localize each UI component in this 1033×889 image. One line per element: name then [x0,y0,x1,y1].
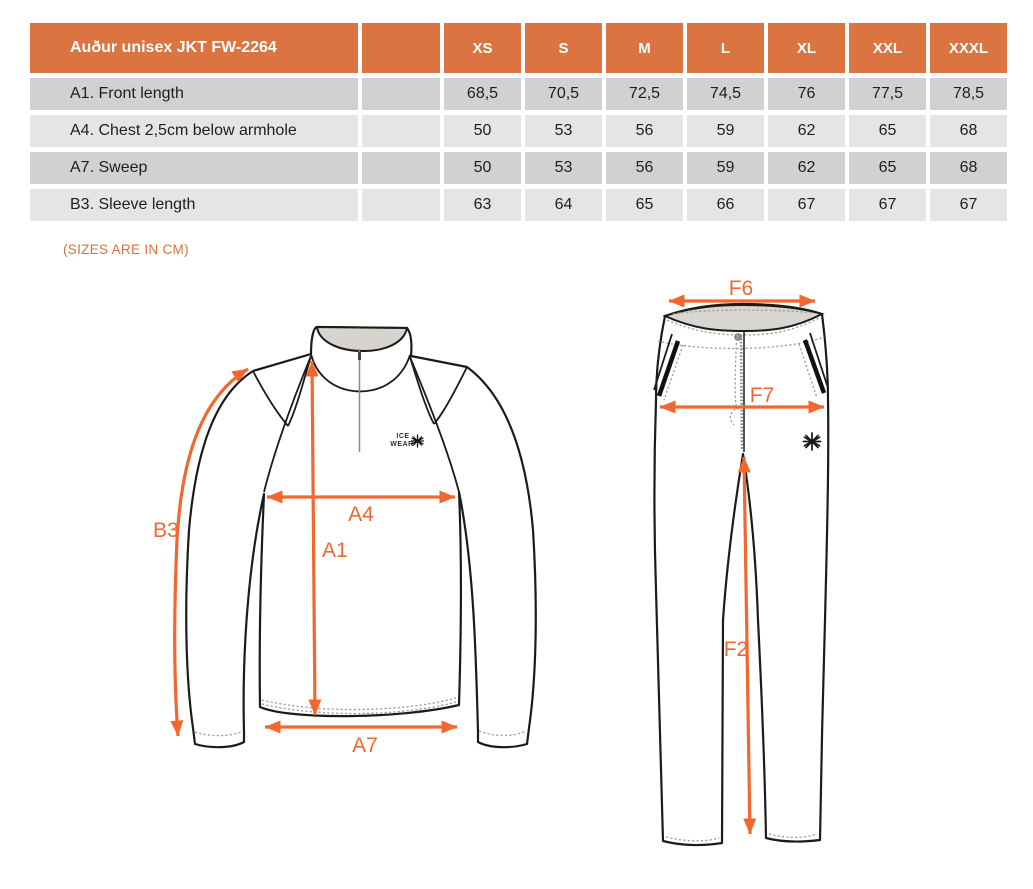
value-cell-a1-xxxl: 78,5 [930,78,1007,110]
f6-label: F6 [728,277,754,300]
row-label-a1: A1. Front length [30,78,358,110]
a7-label: A7 [352,734,378,757]
row-label-b3: B3. Sleeve length [30,189,358,221]
value-cell-b3-m: 65 [606,189,683,221]
value-cell-b3-xxl: 67 [849,189,926,221]
value-cell-b3-xl: 67 [768,189,845,221]
a1-label: A1 [322,539,348,562]
value-cell-a1-s: 70,5 [525,78,602,110]
value-cell-a1-xs: 68,5 [444,78,521,110]
value-cell-a7-l: 59 [687,152,764,184]
row-label-a4: A4. Chest 2,5cm below armhole [30,115,358,147]
value-cell-a4-s: 53 [525,115,602,147]
a4-label: A4 [348,503,374,526]
logo-text-wear: WEAR [390,441,414,448]
size-header-l: L [687,23,764,73]
value-cell-a1-l: 74,5 [687,78,764,110]
value-cell-a4-xs: 50 [444,115,521,147]
logo-text-ice: ICE [396,433,410,440]
row-label-a7: A7. Sweep [30,152,358,184]
value-cell-b3-l: 66 [687,189,764,221]
b3-label: B3 [153,519,179,542]
value-cell-a7-xxxl: 68 [930,152,1007,184]
product-title-cell: Auður unisex JKT FW-2264 [30,23,358,73]
value-cell-a4-xxxl: 68 [930,115,1007,147]
value-cell-a7-xs: 50 [444,152,521,184]
value-cell-b3-s: 64 [525,189,602,221]
value-cell-a1-xl: 76 [768,78,845,110]
value-cell-b3-xxxl: 67 [930,189,1007,221]
value-cell-a1-m: 72,5 [606,78,683,110]
size-header-m: M [606,23,683,73]
pants-outline [655,304,829,845]
value-cell-a4-l: 59 [687,115,764,147]
value-cell-a7-m: 56 [606,152,683,184]
value-cell-a7-xl: 62 [768,152,845,184]
size-header-xs: XS [444,23,521,73]
jacket-outline [186,327,536,747]
value-cell-b3-xs: 63 [444,189,521,221]
value-cell-a7-xxl: 65 [849,152,926,184]
size-header-xl: XL [768,23,845,73]
f7-label: F7 [749,384,775,407]
value-cell-a4-xxl: 65 [849,115,926,147]
value-cell-a1-xxl: 77,5 [849,78,926,110]
snowflake-icon [412,435,424,447]
value-cell-a4-m: 56 [606,115,683,147]
size-header-s: S [525,23,602,73]
sizes-note: (SIZES ARE IN CM) [63,242,189,257]
size-header-xxxl: XXXL [930,23,1007,73]
f2-label: F2 [723,638,749,661]
value-cell-a4-xl: 62 [768,115,845,147]
value-cell-a7-s: 53 [525,152,602,184]
size-header-xxl: XXL [849,23,926,73]
jacket-drawing [153,327,536,757]
pants-drawing [654,277,828,845]
snowflake-icon-pants [804,433,821,450]
